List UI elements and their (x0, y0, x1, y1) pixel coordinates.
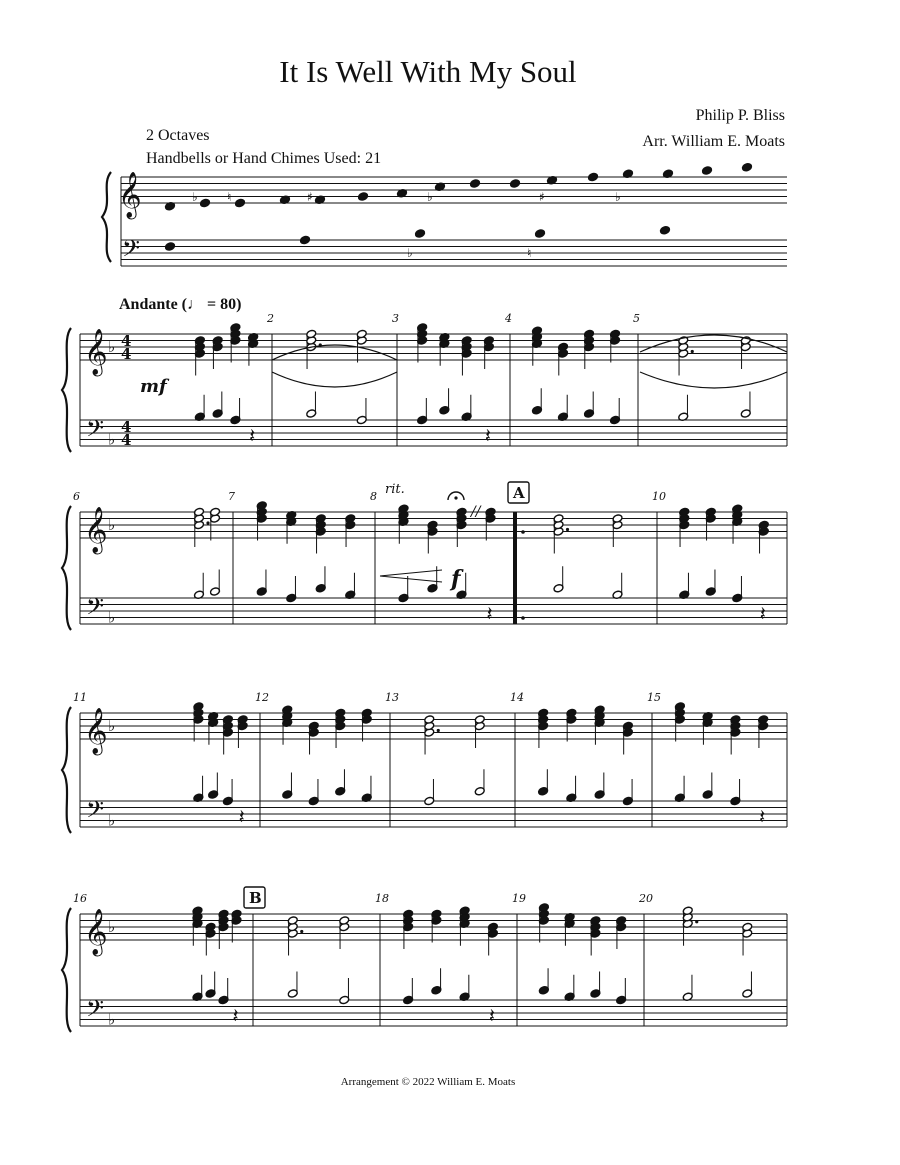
quarter-rest-icon: 𝄽 (249, 423, 256, 448)
dynamic-f: f (451, 566, 461, 592)
time-signature-top: 4 (121, 418, 132, 436)
quarter-note-head (588, 172, 599, 181)
caesura-mark: // (471, 504, 481, 520)
quarter-note-head (535, 229, 546, 238)
accidental-icon: ♮ (227, 190, 232, 204)
repeat-dot-icon (521, 530, 525, 534)
quarter-rest-icon: 𝄽 (488, 1003, 495, 1028)
crescendo-hairpin (380, 570, 442, 582)
quarter-note-head (300, 235, 311, 244)
quarter-note-icon: ♩ (187, 296, 204, 313)
tie-slur (272, 372, 397, 387)
quarter-note-head (235, 198, 246, 207)
measure-number: 18 (375, 892, 389, 905)
bass-clef-icon: 𝄢 (86, 592, 105, 626)
treble-clef-icon: 𝄞 (84, 507, 108, 553)
quarter-rest-icon: 𝄽 (759, 804, 766, 829)
tempo-label: Andante ( (119, 296, 188, 313)
quarter-rest-icon: 𝄽 (238, 804, 245, 829)
system-brace (102, 172, 111, 262)
dynamic-mf: mf (140, 376, 167, 397)
accidental-icon: ♭ (192, 190, 198, 204)
treble-clef-icon: 𝄞 (84, 329, 108, 375)
quarter-note-head (165, 242, 176, 251)
measure-number: 4 (505, 312, 512, 325)
measure-number: 2 (267, 312, 274, 325)
dot-icon (437, 729, 440, 732)
key-flat-icon: ♭ (108, 338, 116, 356)
dot-icon (691, 350, 694, 353)
measure-number: 14 (510, 691, 524, 704)
key-flat-icon: ♭ (108, 717, 116, 735)
repeat-dot-icon (521, 616, 525, 620)
system-brace (62, 506, 71, 630)
key-flat-icon: ♭ (108, 811, 116, 830)
dot-icon (300, 930, 303, 933)
arranger-credit: Arr. William E. Moats (642, 133, 785, 150)
quarter-note-head (415, 229, 426, 238)
quarter-note-head (742, 163, 753, 172)
bells-used: Handbells or Hand Chimes Used: 21 (146, 150, 382, 167)
dot-icon (695, 920, 698, 923)
key-flat-icon: ♭ (108, 608, 116, 627)
quarter-note-head (510, 179, 521, 188)
bass-clef-icon: 𝄢 (122, 234, 141, 268)
quarter-note-head (660, 226, 671, 235)
quarter-rest-icon: 𝄽 (759, 601, 766, 626)
accidental-icon: ♭ (407, 246, 413, 260)
dot-icon (206, 521, 209, 524)
system-brace (62, 908, 71, 1032)
composer-credit: Philip P. Bliss (695, 107, 785, 124)
quarter-note-head (702, 166, 713, 175)
measure-number: 3 (392, 312, 399, 325)
key-flat-icon: ♭ (108, 918, 116, 936)
accidental-icon: ♭ (615, 190, 621, 204)
measure-number: 15 (647, 691, 661, 704)
measure-number: 5 (633, 312, 640, 325)
fermata-dot-icon (454, 496, 457, 499)
tempo-bpm: = 80) (207, 296, 242, 313)
quarter-note-head (358, 192, 369, 201)
copyright-notice: Arrangement © 2022 William E. Moats (340, 1076, 516, 1088)
dot-icon (566, 528, 569, 531)
quarter-note-head (200, 198, 211, 207)
measure-number: 7 (228, 490, 235, 503)
measure-number: 10 (652, 490, 666, 503)
accidental-icon: ♮ (527, 246, 532, 260)
measure-number: 20 (639, 892, 653, 905)
measure-number: 11 (73, 691, 87, 704)
bass-clef-icon: 𝄢 (86, 414, 105, 448)
time-signature-bottom: 4 (121, 345, 132, 363)
accidental-icon: ♯ (307, 190, 313, 204)
rehearsal-mark: A (513, 484, 525, 502)
measure-number: 16 (73, 892, 87, 905)
quarter-note-head (470, 179, 481, 188)
ritardando-marking: rit. (385, 482, 405, 497)
accidental-icon: ♭ (427, 190, 433, 204)
tie-slur (640, 335, 787, 352)
key-flat-icon: ♭ (108, 430, 116, 449)
quarter-rest-icon: 𝄽 (232, 1003, 239, 1028)
bass-clef-icon: 𝄢 (86, 994, 105, 1028)
treble-clef-icon: 𝄞 (84, 909, 108, 955)
key-flat-icon: ♭ (108, 1010, 116, 1029)
time-signature-bottom: 4 (121, 431, 132, 449)
measure-number: 19 (512, 892, 526, 905)
measure-number: 13 (385, 691, 399, 704)
measure-number: 6 (73, 490, 80, 503)
measure-number: 12 (255, 691, 269, 704)
page-title: It Is Well With My Soul (279, 54, 577, 89)
treble-clef-icon: 𝄞 (84, 708, 108, 754)
treble-clef-icon: 𝄞 (118, 172, 142, 218)
quarter-rest-icon: 𝄽 (486, 601, 493, 626)
octave-range: 2 Octaves (146, 127, 210, 144)
key-flat-icon: ♭ (108, 516, 116, 534)
accidental-icon: ♯ (539, 190, 545, 204)
quarter-rest-icon: 𝄽 (484, 423, 491, 448)
system-brace (62, 707, 71, 833)
bass-clef-icon: 𝄢 (86, 795, 105, 829)
time-signature-top: 4 (121, 332, 132, 350)
measure-number: 8 (370, 490, 377, 503)
tie-slur (640, 372, 787, 388)
system-brace (62, 328, 71, 452)
rehearsal-mark: B (249, 889, 262, 907)
